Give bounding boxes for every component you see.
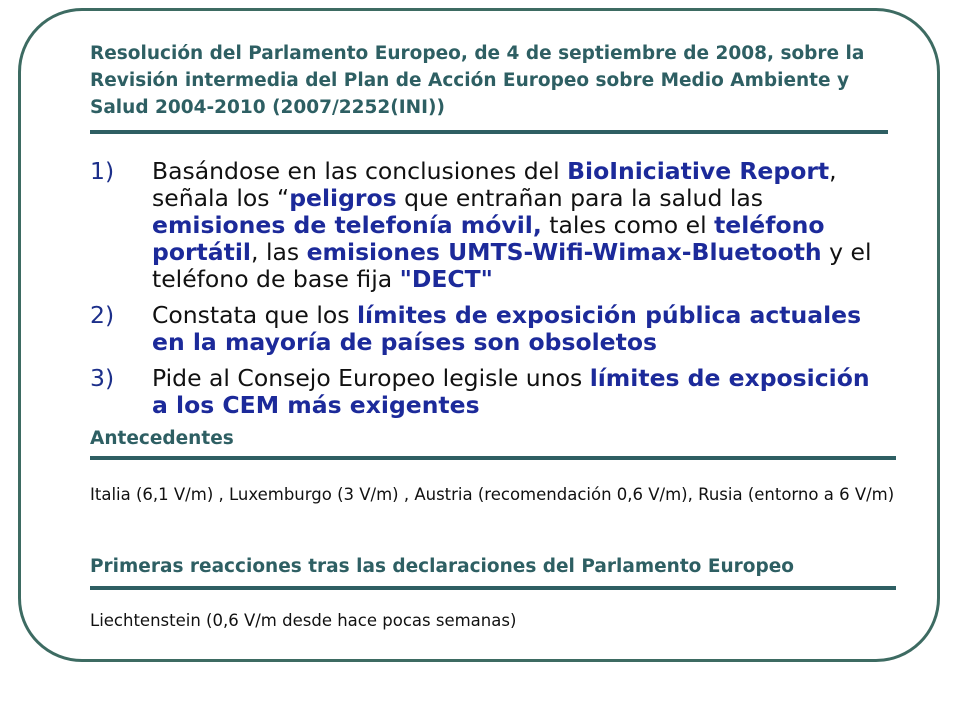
antecedentes-text: Italia (6,1 V/m) , Luxemburgo (3 V/m) , Austria (recomendación 0,6 V/m), Rusia (entorno a 6 V/m) (90, 485, 895, 504)
point-text: Constata que los (152, 301, 357, 329)
highlighted-text: BioIniciative Report (567, 157, 830, 185)
reacciones-divider (90, 586, 896, 590)
title-divider (90, 130, 888, 134)
highlighted-text: teléfono portátil (152, 211, 825, 266)
point-text: , las (251, 238, 307, 266)
reacciones-text: Liechtenstein (0,6 V/m desde hace pocas semanas) (90, 611, 517, 630)
reacciones-heading: Primeras reacciones tras las declaraciones del Parlamento Europeo (90, 556, 794, 577)
highlighted-text: emisiones de telefonía móvil, (152, 211, 542, 239)
resolution-point (90, 158, 890, 293)
point-text: y el teléfono de base fija (152, 238, 872, 293)
point-text: Pide al Consejo Europeo legisle unos (152, 364, 590, 392)
antecedentes-heading: Antecedentes (90, 428, 234, 449)
slide-title: Resolución del Parlamento Europeo, de 4 de septiembre de 2008, sobre la Revisión intermedia del Plan de Acción Europeo sobre Medio Ambiente y Salud 2004-2010 (2007/2252(INI)) (90, 43, 865, 118)
highlighted-text: emisiones UMTS-Wifi-Wimax-Bluetooth (306, 238, 822, 266)
point-text: que entrañan para la salud las (396, 184, 763, 212)
highlighted-text: límites de exposición pública actuales en la mayoría de países son obsoletos (152, 301, 862, 356)
resolution-point (90, 302, 890, 356)
point-number: 3) (90, 364, 115, 392)
point-text: Basándose en las conclusiones del (152, 157, 568, 185)
point-number: 1) (90, 157, 115, 185)
point-number: 2) (90, 301, 115, 329)
resolution-points-list (90, 158, 890, 428)
antecedentes-divider (90, 456, 896, 460)
point-text: , señala los “ (152, 157, 837, 212)
resolution-point (90, 365, 890, 419)
highlighted-text: límites de exposición a los CEM más exigentes (152, 364, 870, 419)
highlighted-text: peligros (289, 184, 397, 212)
point-text: tales como el (541, 211, 715, 239)
highlighted-text: "DECT" (399, 265, 493, 293)
